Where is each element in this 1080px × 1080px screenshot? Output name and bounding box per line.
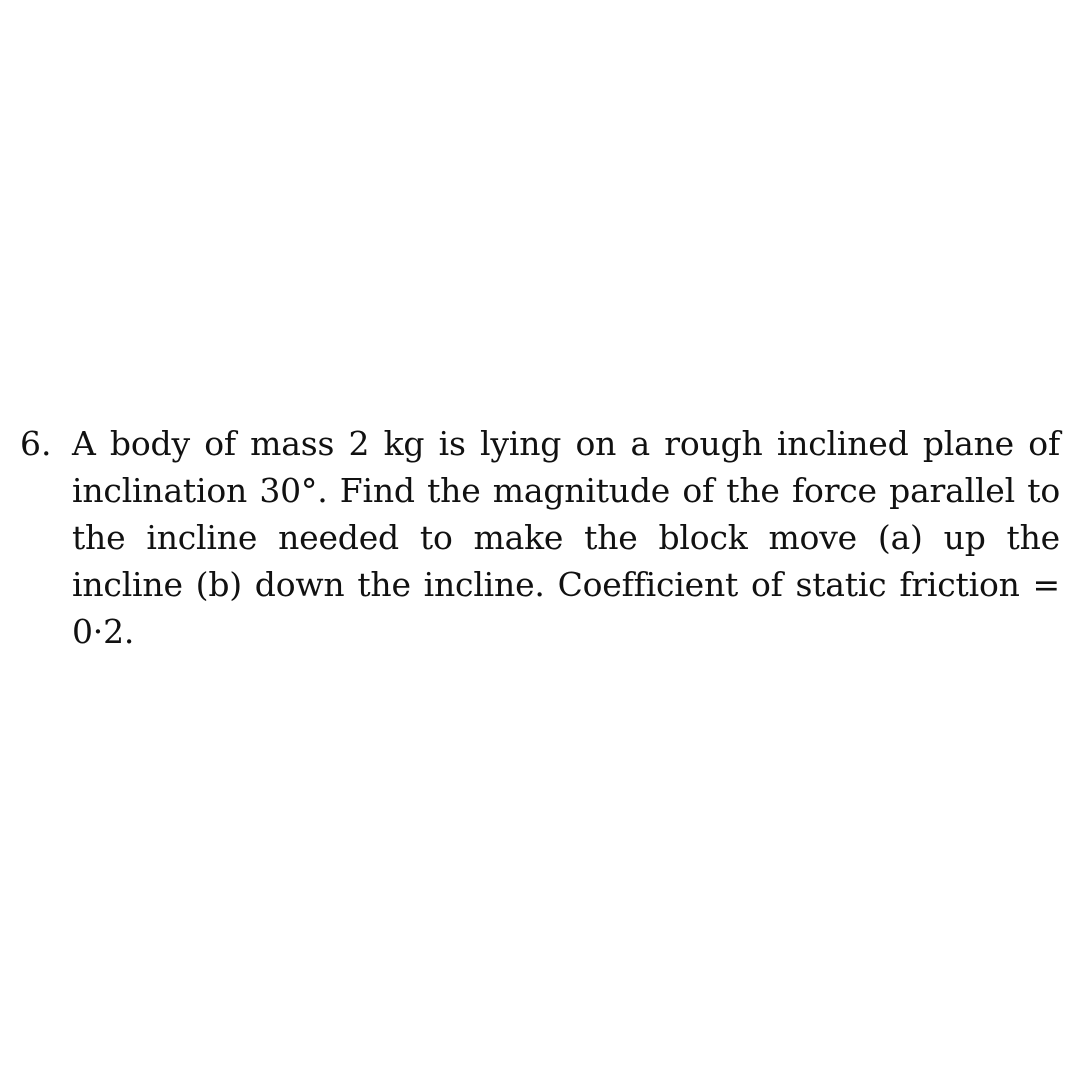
physics-problem — [20, 420, 1060, 655]
problem-text: A body of mass 2 kg is lying on a rough inclined plane of inclination 30°. Find the magnitude of the force parallel to the incline needed to make the block move (a) up the incline (b) down the incline. Coefficient of static friction = 0·2. — [72, 424, 1060, 651]
problem-row — [20, 420, 1060, 655]
problem-number: 6. — [20, 424, 52, 463]
